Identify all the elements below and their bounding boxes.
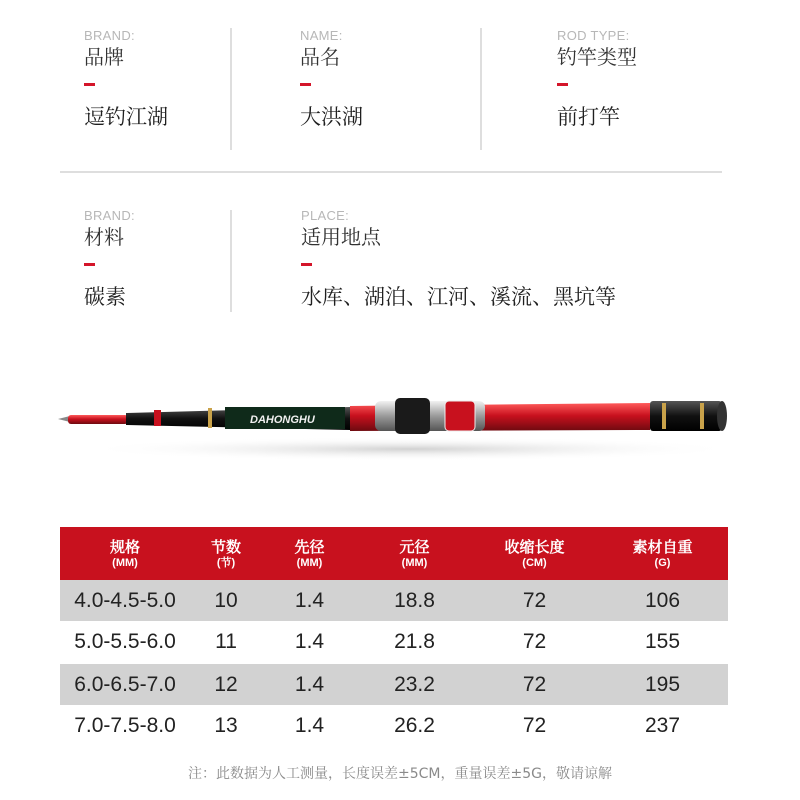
attr-place xyxy=(301,209,616,310)
attr-place-value: 水库、湖泊、江河、溪流、黑坑等 xyxy=(301,285,616,309)
table-cell: 1.4 xyxy=(262,621,357,663)
attr-brand-label: 品牌 xyxy=(84,45,124,69)
col-header-closed-length: 收缩长度 (CM) xyxy=(472,527,597,580)
table-row xyxy=(60,705,728,747)
attr-rod-type-en: ROD TYPE: xyxy=(557,28,630,43)
rod-brand-text: DAHONGHU xyxy=(250,414,315,426)
attr-place-en: PLACE: xyxy=(301,208,350,223)
attr-name-value: 大洪湖 xyxy=(300,105,363,129)
col-header-sections: 节数 (节) xyxy=(190,527,262,580)
table-row xyxy=(60,663,728,705)
attr-rod-type-label: 钓竿类型 xyxy=(557,45,637,69)
accent-dash xyxy=(300,83,311,86)
table-cell: 26.2 xyxy=(357,705,472,747)
attr-rod-type-value: 前打竿 xyxy=(557,105,620,129)
fishing-rod-image xyxy=(50,385,730,465)
attr-name xyxy=(300,29,363,130)
attr-rod-type xyxy=(557,29,637,130)
table-row xyxy=(60,580,728,621)
attr-material-label: 材料 xyxy=(84,225,124,249)
table-cell: 13 xyxy=(190,705,262,747)
attr-brand-en: BRAND: xyxy=(84,28,135,43)
accent-dash xyxy=(84,83,95,86)
divider-vertical xyxy=(230,210,232,312)
table-cell: 72 xyxy=(472,705,597,747)
table-cell: 195 xyxy=(597,663,728,705)
table-header-row xyxy=(60,527,728,580)
attr-brand xyxy=(84,29,168,130)
divider-vertical xyxy=(230,28,232,150)
table-cell: 1.4 xyxy=(262,705,357,747)
table-cell: 5.0-5.5-6.0 xyxy=(60,621,190,663)
attr-name-en: NAME: xyxy=(300,28,343,43)
table-cell: 72 xyxy=(472,663,597,705)
accent-dash xyxy=(557,83,568,86)
attr-material xyxy=(84,209,135,310)
table-row xyxy=(60,621,728,663)
col-header-spec: 规格 (MM) xyxy=(60,527,190,580)
table-cell: 6.0-6.5-7.0 xyxy=(60,663,190,705)
table-cell: 72 xyxy=(472,580,597,621)
table-cell: 23.2 xyxy=(357,663,472,705)
attr-material-en: BRAND: xyxy=(84,208,135,223)
table-cell: 7.0-7.5-8.0 xyxy=(60,705,190,747)
table-cell: 106 xyxy=(597,580,728,621)
attr-name-label: 品名 xyxy=(300,45,340,69)
table-cell: 237 xyxy=(597,705,728,747)
table-cell: 155 xyxy=(597,621,728,663)
table-cell: 12 xyxy=(190,663,262,705)
col-header-weight: 素材自重 (G) xyxy=(597,527,728,580)
table-cell: 10 xyxy=(190,580,262,621)
divider-horizontal xyxy=(60,171,722,173)
table-cell: 18.8 xyxy=(357,580,472,621)
table-cell: 11 xyxy=(190,621,262,663)
attr-place-label: 适用地点 xyxy=(301,225,381,249)
col-header-butt-diameter: 元径 (MM) xyxy=(357,527,472,580)
accent-dash xyxy=(301,263,312,266)
divider-vertical xyxy=(480,28,482,150)
table-cell: 1.4 xyxy=(262,580,357,621)
spec-table xyxy=(60,527,728,748)
attr-brand-value: 逗钓江湖 xyxy=(84,105,168,129)
table-cell: 1.4 xyxy=(262,663,357,705)
table-cell: 72 xyxy=(472,621,597,663)
footnote: 注：此数据为人工测量，长度误差±5CM，重量误差±5G，敬请谅解 xyxy=(188,766,612,782)
table-cell: 4.0-4.5-5.0 xyxy=(60,580,190,621)
attr-material-value: 碳素 xyxy=(84,285,126,309)
table-cell: 21.8 xyxy=(357,621,472,663)
col-header-tip-diameter: 先径 (MM) xyxy=(262,527,357,580)
accent-dash xyxy=(84,263,95,266)
